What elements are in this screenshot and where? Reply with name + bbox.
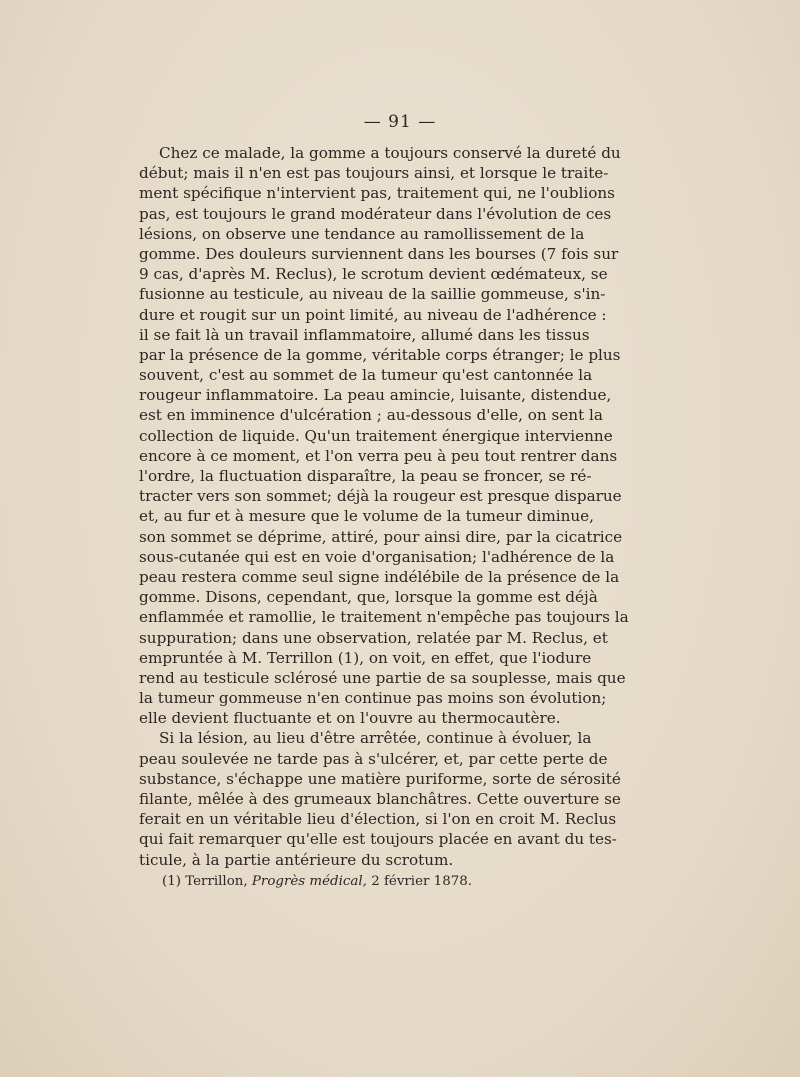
text-line: peau restera comme seul signe indélébile de la présence de la — [139, 567, 620, 586]
text-line: Chez ce malade, la gomme a toujours conservé la dureté du — [159, 144, 621, 162]
text-line: fusionne au testicule, au niveau de la saillie gommeuse, s'in- — [139, 285, 606, 304]
footnote-journal: Progrès médical, — [251, 874, 367, 889]
text-line: il se fait là un travail inflammatoire, allumé dans les tissus — [139, 325, 590, 344]
text-line: elle devient fluctuante et on l'ouvre au thermocautère. — [139, 709, 561, 728]
text-line: 9 cas, d'après M. Reclus), le scrotum devient œdémateux, se — [139, 265, 608, 284]
text-line: et, au fur et à mesure que le volume de la tumeur diminue, — [139, 507, 594, 526]
text-line: gomme. Disons, cependant, que, lorsque la gomme est déjà — [139, 588, 598, 607]
text-line: ticule, à la partie antérieure du scrotum. — [139, 850, 454, 869]
text-line: ferait en un véritable lieu d'élection, si l'on en croit M. Reclus — [139, 810, 617, 829]
text-line: est en imminence d'ulcération ; au-dessous d'elle, on sent la — [139, 406, 603, 425]
text-line: son sommet se déprime, attiré, pour ainsi dire, par la cicatrice — [139, 527, 623, 546]
text-line: l'ordre, la fluctuation disparaître, la peau se froncer, se ré- — [139, 467, 592, 485]
text-line: Si la lésion, au lieu d'être arrêtée, continue à évoluer, la — [159, 729, 592, 748]
footnote — [162, 874, 472, 889]
footnote-author: Terrillon, — [185, 874, 248, 889]
text-line: la tumeur gommeuse n'en continue pas moins son évolution; — [139, 689, 607, 708]
paragraph-2 — [139, 728, 621, 869]
text-line: empruntée à M. Terrillon (1), on voit, en effet, que l'iodure — [139, 648, 592, 667]
paragraph-1 — [139, 143, 629, 728]
text-line: rougeur inflammatoire. La peau amincie, luisante, distendue, — [139, 386, 612, 405]
text-line: par la présence de la gomme, véritable corps étranger; le plus — [139, 345, 621, 364]
body-text — [139, 143, 629, 870]
text-line: rend au testicule sclérosé une partie de sa souplesse, mais que — [139, 668, 626, 687]
text-line: enflammée et ramollie, le traitement n'empêche pas toujours la — [139, 608, 629, 627]
text-line: encore à ce moment, et l'on verra peu à peu tout rentrer dans — [139, 446, 618, 465]
text-line: suppuration; dans une observation, relatée par M. Reclus, et — [139, 628, 608, 647]
text-line: substance, s'échappe une matière puriforme, sorte de sérosité — [139, 769, 621, 788]
text-line: sous-cutanée qui est en voie d'organisation; l'adhérence de la — [139, 547, 615, 566]
text-line: lésions, on observe une tendance au ramollissement de la — [139, 224, 585, 243]
text-line: souvent, c'est au sommet de la tumeur qu'est cantonnée la — [139, 366, 593, 385]
text-line: gomme. Des douleurs surviennent dans les bourses (7 fois sur — [139, 244, 619, 263]
text-line: filante, mêlée à des grumeaux blanchâtres. Cette ouverture se — [139, 790, 621, 808]
text-line: qui fait remarquer qu'elle est toujours placée en avant du tes- — [139, 830, 617, 849]
footnote-marker: (1) — [162, 874, 181, 889]
text-line: ment spécifique n'intervient pas, traitement qui, ne l'oublions — [139, 184, 615, 203]
text-line: tracter vers son sommet; déjà la rougeur est presque disparue — [139, 487, 622, 506]
text-line: début; mais il n'en est pas toujours ainsi, et lorsque le traite- — [139, 164, 609, 183]
text-line: peau soulevée ne tarde pas à s'ulcérer, et, par cette perte de — [139, 749, 608, 768]
text-line: collection de liquide. Qu'un traitement énergique intervienne — [139, 426, 613, 445]
text-line: pas, est toujours le grand modérateur dans l'évolution de ces — [139, 204, 612, 223]
footnote-date: 2 février 1878. — [371, 874, 473, 889]
text-line: dure et rougit sur un point limité, au niveau de l'adhérence : — [139, 305, 607, 324]
page-number: — 91 — — [363, 112, 437, 132]
